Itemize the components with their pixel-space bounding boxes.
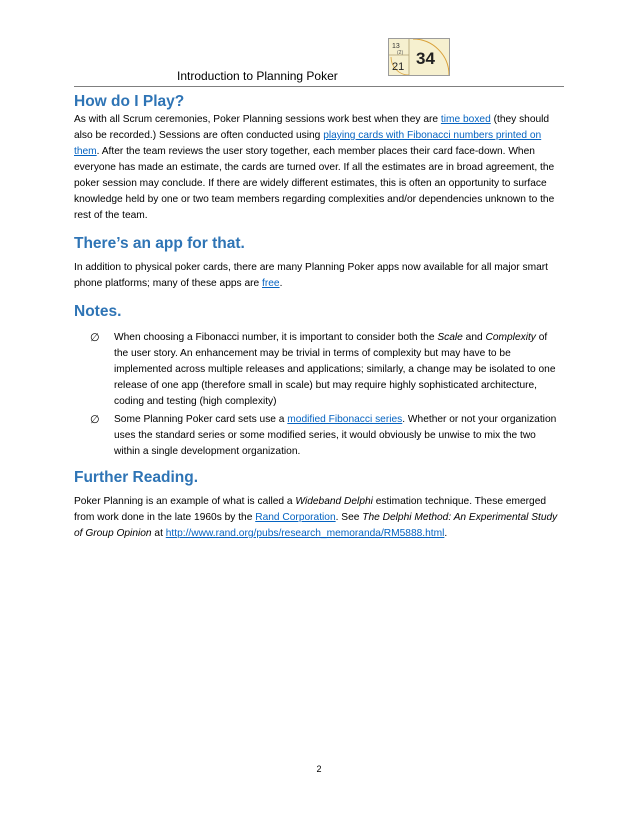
- header-divider: [74, 86, 564, 87]
- link-rand-corporation[interactable]: Rand Corporation: [255, 512, 336, 523]
- text-run: When choosing a Fibonacci number, it is important to consider both the: [114, 332, 438, 343]
- text-run: .: [279, 278, 283, 289]
- italic-scale: Scale: [437, 332, 463, 343]
- paragraph-how-to-play: [74, 112, 564, 224]
- text-run: of the user story. An enhancement may be trivial in terms of complexity but may have to be implemented across multiple releases and applications; similarly, a change may be isolated to one release of one app (therefore small in scale) but may require highly sophisticated architecture, coding and testing (high complexity): [114, 332, 556, 407]
- logo-number-small: (2): [397, 50, 404, 56]
- link-playing-cards-fibonacci[interactable]: playing cards with Fibonacci numbers printed on them: [74, 130, 542, 157]
- text-run: Some Planning Poker card sets use a: [114, 414, 288, 425]
- italic-complexity: Complexity: [485, 332, 536, 343]
- italic-wideband-delphi: Wideband Delphi: [295, 496, 373, 507]
- text-run: . After the team reviews the user story together, each member places their card face-down. When everyone has made an estimate, the cards are turned over. If all the estimates are in broad agreement, the poker session may conclude. If there are widely different estimates, this is often an opportunity to surface knowledge held by one or two team members regarding complexities and/or dependencies unknown to the rest of the team.: [74, 146, 555, 221]
- fibonacci-cards-icon: [389, 39, 449, 75]
- notes-list: [74, 330, 564, 460]
- text-run: As with all Scrum ceremonies, Poker Planning sessions work best when they are: [74, 114, 441, 125]
- logo-number-13: 13: [392, 43, 400, 50]
- link-rand-url[interactable]: http://www.rand.org/pubs/research_memoranda/RM5888.html: [165, 528, 445, 539]
- text-run: .: [444, 528, 448, 539]
- text-run: estimation technique. These emerged from work done in the late 1960s by the: [74, 496, 547, 523]
- heading-how-do-i-play: How do I Play?: [74, 93, 185, 110]
- heading-notes: Notes.: [74, 303, 122, 320]
- text-run: Poker Planning is an example of what is called a: [74, 496, 296, 507]
- list-item: [74, 412, 564, 460]
- document-body: [74, 92, 564, 552]
- logo-number-34: 34: [416, 49, 435, 68]
- text-run: and: [462, 332, 486, 343]
- text-run: In addition to physical poker cards, there are many Planning Poker apps now available for all major smart phone platforms; many of these apps are: [74, 262, 548, 289]
- text-run: (they should also be recorded.) Sessions are often conducted using: [74, 114, 550, 141]
- paragraph-app: [74, 260, 564, 292]
- empty-set-bullet-icon: ∅: [90, 414, 100, 426]
- text-run: at: [151, 528, 166, 539]
- logo-number-21: 21: [392, 61, 405, 73]
- text-run: . See: [335, 512, 363, 523]
- heading-further-reading: Further Reading.: [74, 469, 199, 486]
- link-time-boxed[interactable]: time boxed: [440, 114, 491, 125]
- italic-delphi-method-title: The Delphi Method: An Experimental Study of Group Opinion: [74, 512, 558, 539]
- link-free[interactable]: free: [262, 278, 280, 289]
- list-item: [74, 330, 564, 410]
- header-title: Introduction to Planning Poker: [177, 69, 338, 83]
- empty-set-bullet-icon: ∅: [90, 332, 100, 344]
- heading-app: There’s an app for that.: [74, 235, 245, 252]
- paragraph-further-reading: [74, 494, 564, 542]
- page-number: 2: [316, 764, 322, 774]
- link-modified-fibonacci-series[interactable]: modified Fibonacci series: [287, 414, 403, 425]
- text-run: . Whether or not your organization uses the standard series or some modified series, it would obviously be unwise to mix the two within a single development organization.: [114, 414, 557, 457]
- poker-card-logo: [388, 38, 450, 76]
